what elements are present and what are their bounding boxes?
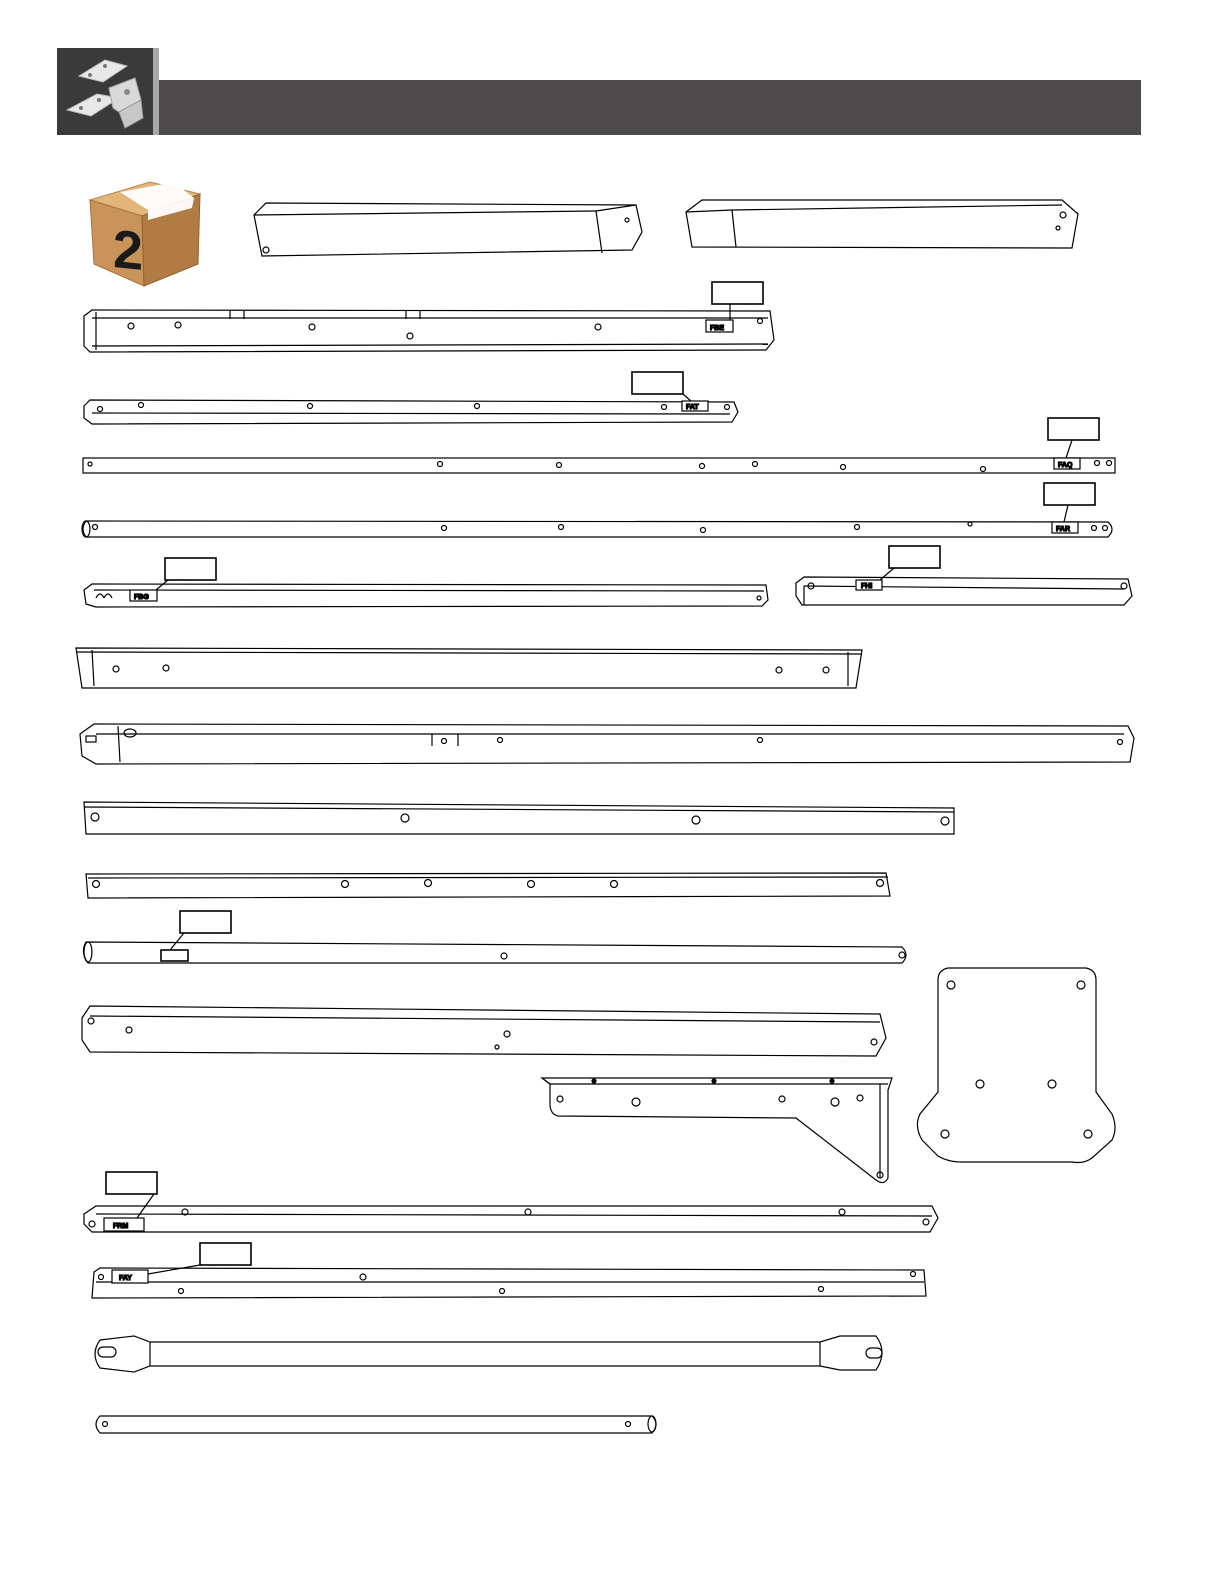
round-tube-icon [82,521,1112,537]
flat-bar-icon [84,802,954,834]
c-channel-rail-icon [84,584,768,607]
round-tube-icon [83,942,906,963]
part-label-fbe [706,282,763,332]
part-label-faq [1048,418,1099,469]
mounting-plate-icon [917,968,1115,1163]
svg-text:FHI: FHI [861,583,873,590]
square-tube-icon [254,203,642,256]
square-tube-icon [796,577,1132,605]
c-channel-rail-icon [84,310,774,352]
svg-text:FAR: FAR [1056,526,1070,533]
part-label-far [1044,483,1095,533]
square-tube-icon [686,200,1078,248]
svg-text:FBE: FBE [710,325,724,332]
flat-bar-icon [83,458,1115,473]
tension-rod-icon [95,1336,882,1372]
corner-bracket-icon [542,1078,892,1183]
square-tube-icon [92,1268,926,1298]
part-label-fay [112,1243,251,1283]
part-label-fat [632,372,708,411]
part-label-fhi [856,546,940,590]
angle-rail-icon [82,1006,886,1056]
channel-rail-icon [76,648,862,688]
svg-text:FBG: FBG [134,594,149,601]
part-label-blank [161,911,231,961]
box-number: 2 [113,218,144,282]
svg-text:FAT: FAT [686,404,699,411]
part-label-fbg [130,558,216,601]
svg-text:FAQ: FAQ [1058,462,1073,469]
round-tube-icon [96,1416,656,1433]
flat-bar-icon [86,873,890,898]
angle-rail-icon [84,1206,938,1232]
svg-text:FAY: FAY [119,1275,132,1282]
c-channel-rail-icon [84,400,738,424]
part-label-frm [104,1172,157,1231]
square-tube-icon [80,724,1134,764]
svg-text:FRM: FRM [113,1223,129,1230]
